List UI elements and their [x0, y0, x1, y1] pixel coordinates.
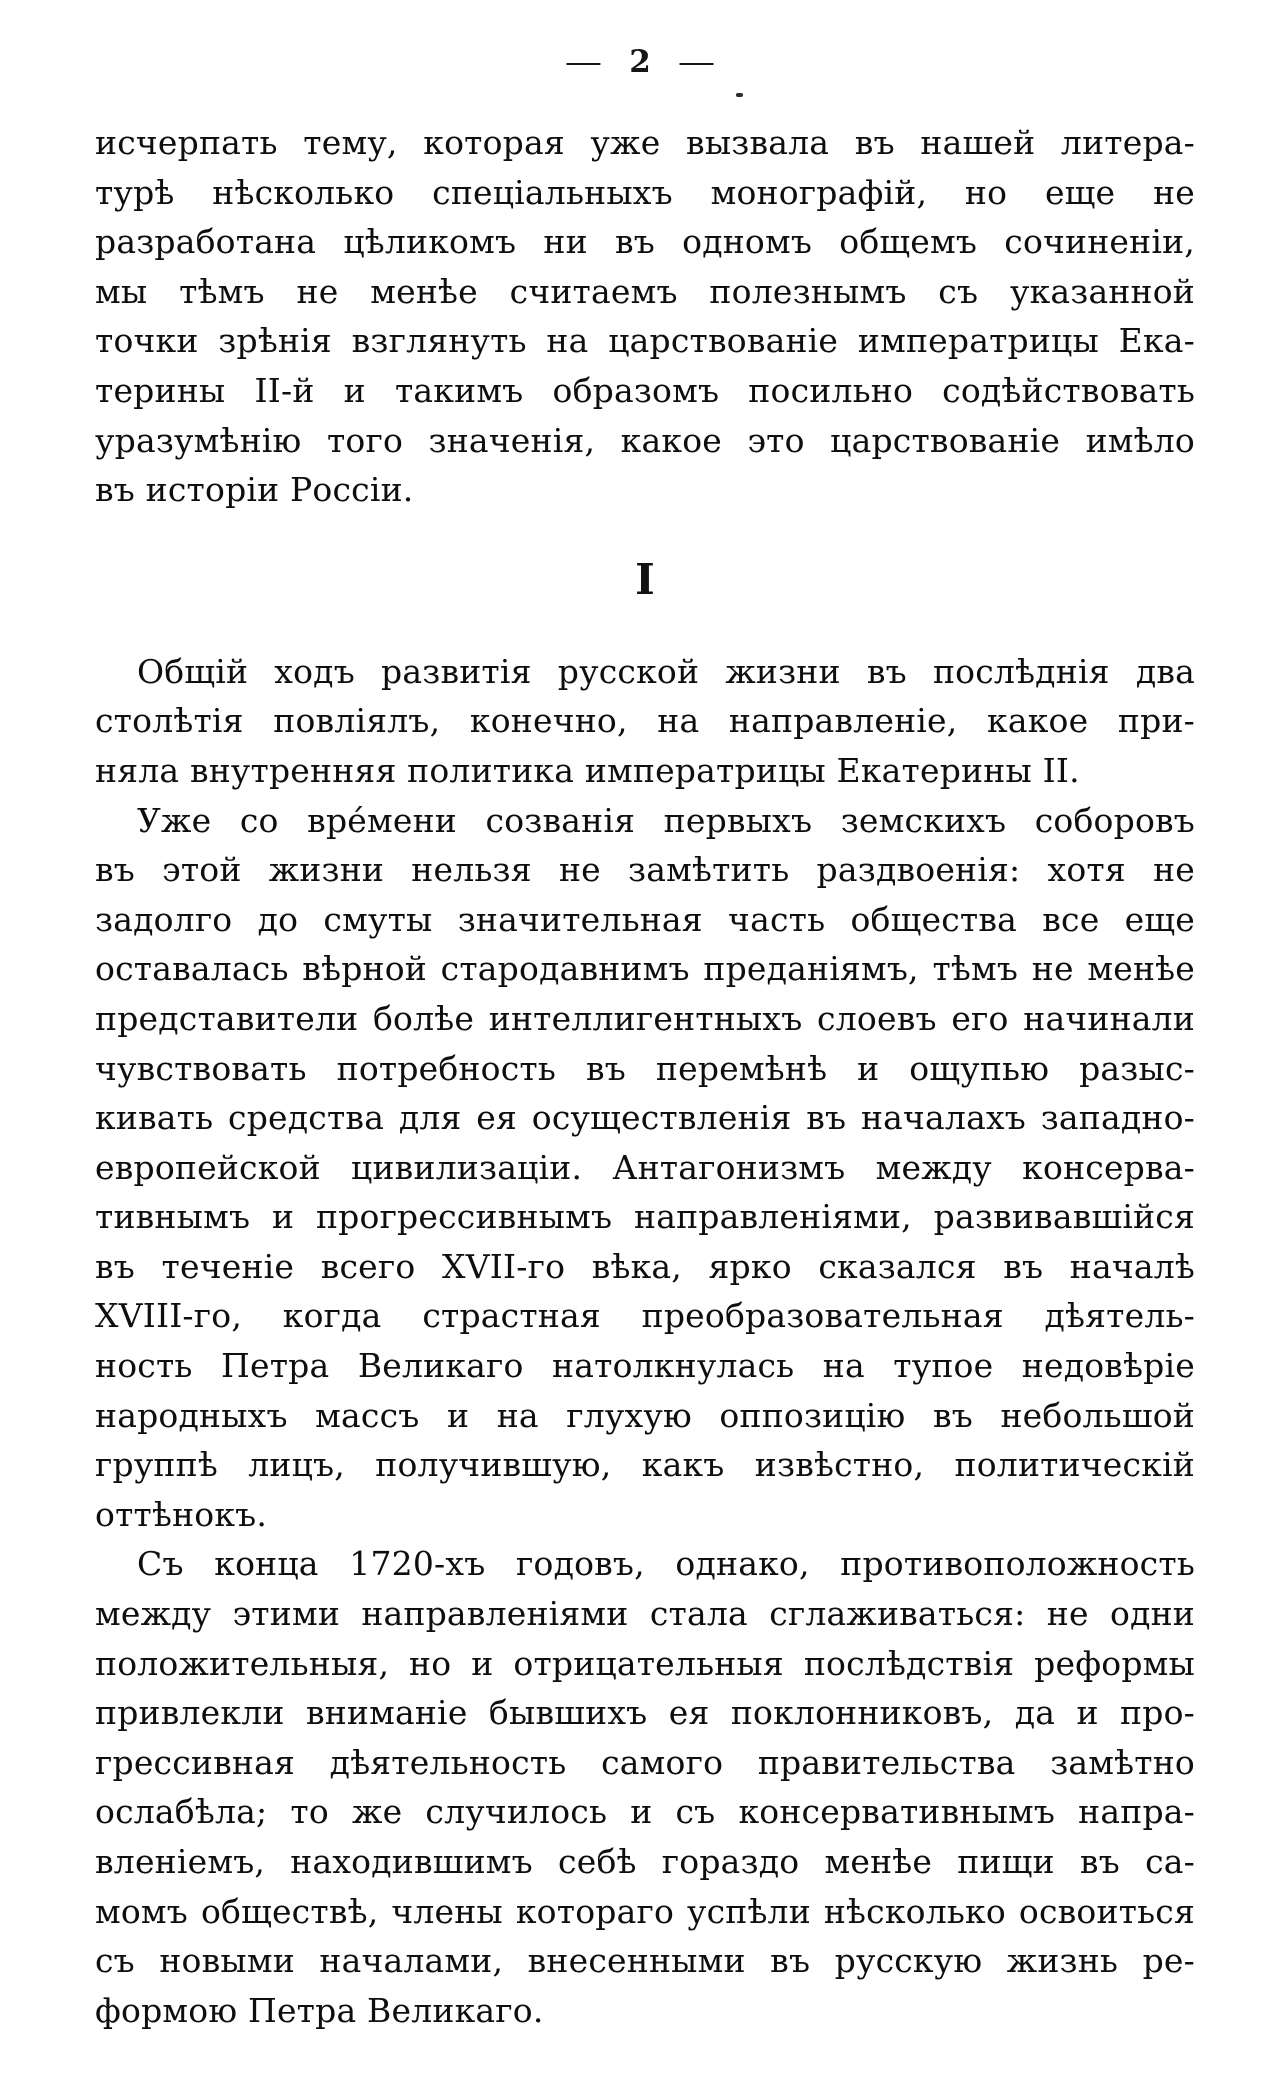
text-line: между этими направленіями стала сглаживаться: не одни	[95, 1594, 1195, 1634]
text-line: въ этой жизни нельзя не замѣтить раздвоенія: хотя не	[95, 850, 1195, 890]
text-line: турѣ нѣсколько спеціальныхъ монографій, но еще не	[95, 172, 1195, 212]
text-line: грессивная дѣятельность самого правительства замѣтно	[95, 1742, 1195, 1782]
text-line: столѣтія повліялъ, конечно, на направленіе, какое при-	[95, 701, 1195, 741]
text-line: оставалась вѣрной стародавнимъ преданіямъ, тѣмъ не менѣе	[95, 949, 1195, 989]
paragraph-zemsky-sobors	[95, 796, 1195, 1540]
paragraph-general-course	[95, 647, 1195, 796]
header-dash-left: —	[565, 44, 603, 80]
text-line: привлекли вниманіе бывшихъ ея поклонниковъ, да и про-	[95, 1693, 1195, 1733]
paragraph-1720s	[95, 1539, 1195, 2035]
text-line: группѣ лицъ, получившую, какъ извѣстно, политическій	[95, 1445, 1195, 1485]
text-line: Уже со вре́мени созванія первыхъ земскихъ соборовъ	[137, 800, 1195, 840]
text-line: тивнымъ и прогрессивнымъ направленіями, развивавшійся	[95, 1197, 1195, 1237]
text-line: Съ конца 1720-хъ годовъ, однако, противоположность	[137, 1544, 1195, 1584]
paragraph-continuation	[95, 118, 1195, 515]
text-line: разработана цѣликомъ ни въ одномъ общемъ сочиненіи,	[95, 222, 1195, 262]
page-header	[0, 44, 1280, 80]
ink-speck	[736, 93, 743, 97]
text-line: оттѣнокъ.	[95, 1494, 268, 1534]
text-line: исчерпать тему, которая уже вызвала въ нашей литера-	[95, 123, 1195, 162]
text-line: формою Петра Великаго.	[95, 1990, 544, 2030]
text-line: ослабѣла; то же случилось и съ консервативнымъ напра-	[95, 1792, 1195, 1832]
text-line: народныхъ массъ и на глухую оппозицію въ небольшой	[95, 1395, 1195, 1435]
text-line: кивать средства для ея осуществленія въ началахъ западно-	[95, 1098, 1195, 1138]
text-line: съ новыми началами, внесенными въ русскую жизнь ре-	[95, 1941, 1195, 1981]
text-line: положительныя, но и отрицательныя послѣдствія реформы	[95, 1643, 1195, 1683]
text-line: уразумѣнію того значенія, какое это царствованіе имѣло	[95, 420, 1195, 460]
text-line: Общій ходъ развитія русской жизни въ послѣднія два	[137, 651, 1195, 691]
text-line: терины II-й и такимъ образомъ посильно содѣйствовать	[95, 370, 1195, 410]
text-line: вленіемъ, находившимъ себѣ гораздо менѣе пищи въ са-	[95, 1842, 1195, 1881]
text-line: въ исторіи Россіи.	[95, 470, 414, 510]
text-line: XVIII-го, когда страстная преобразовательная дѣятель-	[95, 1296, 1195, 1336]
text-block	[95, 118, 1195, 2035]
page-number: 2	[629, 44, 651, 80]
section-heading: I	[635, 554, 655, 604]
text-line: няла внутренняя политика императрицы Екатерины II.	[95, 750, 1080, 790]
text-line: ность Петра Великаго натолкнулась на тупое недовѣріе	[95, 1346, 1195, 1386]
text-line: въ теченіе всего XVII-го вѣка, ярко сказался въ началѣ	[95, 1246, 1195, 1286]
text-line: задолго до смуты значительная часть общества все еще	[95, 899, 1195, 939]
text-line: мы тѣмъ не менѣе считаемъ полезнымъ съ указанной	[95, 271, 1195, 311]
text-line: точки зрѣнія взглянуть на царствованіе императрицы Ека-	[95, 321, 1195, 361]
header-dash-right: —	[677, 44, 715, 80]
text-line: чувствовать потребность въ перемѣнѣ и ощупью разыс-	[95, 1048, 1195, 1088]
text-line: представители болѣе интеллигентныхъ слоевъ его начинали	[95, 998, 1195, 1038]
text-line: момъ обществѣ, члены котораго успѣли нѣсколько освоиться	[95, 1891, 1195, 1931]
text-line: европейской цивилизаціи. Антагонизмъ между консерва-	[95, 1147, 1195, 1187]
